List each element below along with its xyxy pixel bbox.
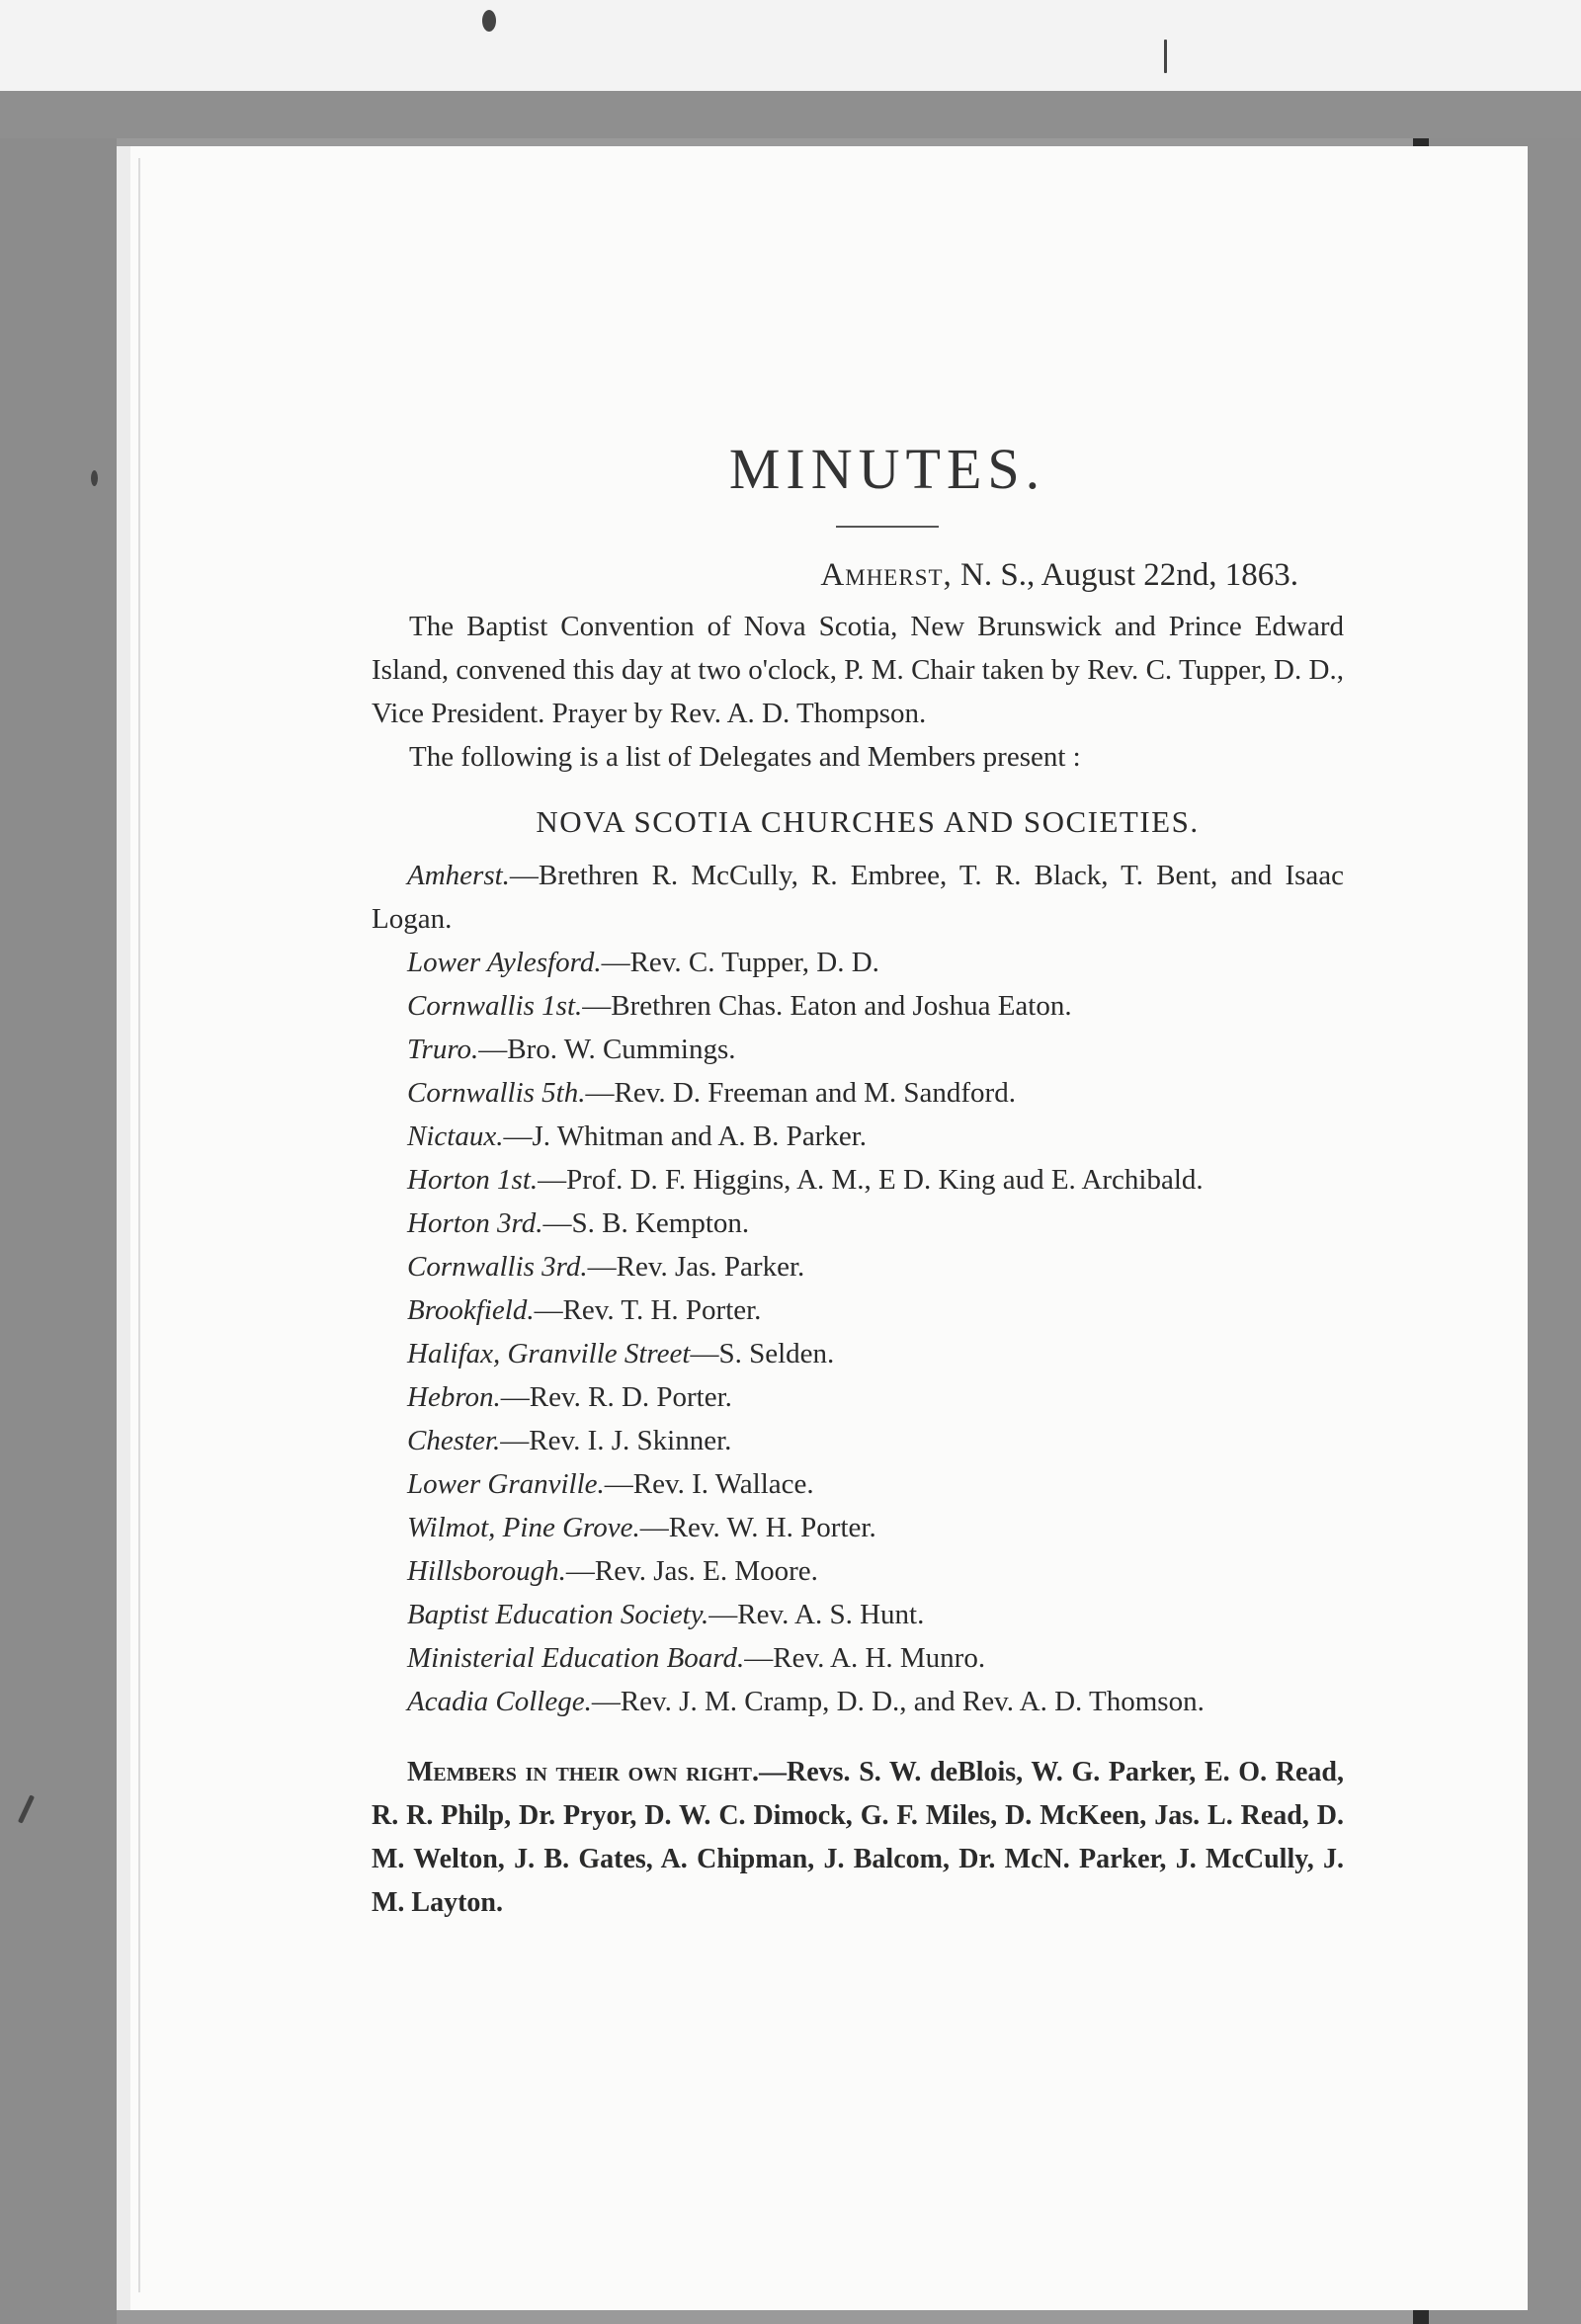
delegate-entry bbox=[372, 1680, 1344, 1723]
delegate-entry bbox=[372, 1028, 1344, 1071]
delegate-entry bbox=[372, 1332, 1344, 1375]
dateline-date: N. S., August 22nd, 1863. bbox=[960, 557, 1298, 593]
intro-paragraph: The Baptist Convention of Nova Scotia, New Brunswick and Prince Edward Island, convened this day at two o'clock, P. M. Chair taken by Rev. C. Tupper, D. D., Vice President. Prayer by Rev. A. D. Thompson. bbox=[372, 611, 1344, 729]
delegate-entry bbox=[372, 1636, 1344, 1680]
entry-names: —Rev. R. D. Porter. bbox=[500, 1381, 732, 1413]
scan-speck bbox=[1164, 40, 1167, 73]
section-heading: NOVA SCOTIA CHURCHES AND SOCIETIES. bbox=[536, 804, 1200, 839]
entry-names: —Brethren Chas. Eaton and Joshua Eaton. bbox=[582, 990, 1072, 1022]
entry-names: —Bro. W. Cummings. bbox=[478, 1034, 736, 1065]
scan-speck bbox=[482, 10, 496, 32]
delegate-entry bbox=[372, 1593, 1344, 1636]
page-fold-edge bbox=[138, 158, 140, 2292]
delegate-entry bbox=[372, 984, 1344, 1028]
entry-names: —Rev. W. H. Porter. bbox=[639, 1512, 876, 1543]
entry-names: —Rev. Jas. E. Moore. bbox=[565, 1555, 818, 1587]
dateline bbox=[372, 553, 1344, 597]
entry-place: Wilmot, Pine Grove. bbox=[407, 1512, 640, 1543]
delegate-entry bbox=[372, 1202, 1344, 1245]
delegate-entry bbox=[372, 1071, 1344, 1115]
delegate-entry bbox=[372, 941, 1344, 984]
entry-names: —S. Selden. bbox=[690, 1338, 835, 1370]
entry-place: Hebron. bbox=[407, 1381, 501, 1413]
delegate-entry bbox=[372, 1245, 1344, 1288]
delegate-entry bbox=[372, 1288, 1344, 1332]
delegate-entry bbox=[372, 1375, 1344, 1419]
entry-place: Brookfield. bbox=[407, 1294, 535, 1326]
entry-place: Cornwallis 5th. bbox=[407, 1077, 586, 1109]
entry-place: Amherst. bbox=[407, 860, 510, 891]
entry-place: Horton 1st. bbox=[407, 1164, 539, 1196]
members-lead: Members in their own right. bbox=[407, 1757, 759, 1787]
entry-names: —Brethren R. McCully, R. Embree, T. R. Black, T. Bent, and Isaac Logan. bbox=[372, 860, 1344, 935]
delegate-entry bbox=[372, 854, 1344, 941]
entry-place: Lower Granville. bbox=[407, 1468, 605, 1500]
delegate-entry bbox=[372, 1158, 1344, 1202]
entry-place: Cornwallis 1st. bbox=[407, 990, 583, 1022]
entry-names: —Rev. I. J. Skinner. bbox=[500, 1425, 732, 1456]
entry-names: —Rev. Jas. Parker. bbox=[587, 1251, 805, 1283]
dateline-place: Amherst, bbox=[820, 557, 953, 593]
entry-place: Chester. bbox=[407, 1425, 501, 1456]
title-divider bbox=[836, 526, 939, 528]
delegate-entry bbox=[372, 1419, 1344, 1462]
entry-names: —Rev. T. H. Porter. bbox=[534, 1294, 762, 1326]
delegate-entry bbox=[372, 1506, 1344, 1549]
entry-place: Nictaux. bbox=[407, 1120, 504, 1152]
members-paragraph bbox=[372, 1751, 1344, 1925]
entry-place: Truro. bbox=[407, 1034, 479, 1065]
entry-place: Hillsborough. bbox=[407, 1555, 566, 1587]
delegate-list bbox=[372, 854, 1344, 1723]
scanner-left-margin bbox=[0, 138, 117, 2324]
page-content bbox=[372, 435, 1344, 1925]
scanner-top-band bbox=[0, 0, 1581, 138]
scan-speck bbox=[91, 470, 98, 486]
delegate-entry bbox=[372, 1462, 1344, 1506]
entry-names: —Rev. D. Freeman and M. Sandford. bbox=[585, 1077, 1016, 1109]
entry-place: Halifax, Granville Street bbox=[407, 1338, 691, 1370]
delegate-entry bbox=[372, 1115, 1344, 1158]
entry-names: —Rev. J. M. Cramp, D. D., and Rev. A. D. Thomson. bbox=[591, 1686, 1205, 1717]
entry-names: —Rev. C. Tupper, D. D. bbox=[601, 947, 879, 978]
entry-names: —S. B. Kempton. bbox=[542, 1207, 750, 1239]
list-intro: The following is a list of Delegates and Members present : bbox=[409, 741, 1081, 773]
entry-place: Baptist Education Society. bbox=[407, 1599, 709, 1630]
members-names: —Revs. S. W. deBlois, W. G. Parker, E. O. Read, R. R. Philp, Dr. Pryor, D. W. C. Dimock, G. F. Miles, D. McKeen, Jas. L. Read, D. M. Welton, J. B. Gates, A. Chipman, J. Balcom, Dr. McN. Parker, J. McCully, J. M. Layton. bbox=[372, 1757, 1344, 1918]
delegate-entry bbox=[372, 1549, 1344, 1593]
entry-place: Lower Aylesford. bbox=[407, 947, 602, 978]
entry-names: —Rev. A. H. Munro. bbox=[744, 1642, 986, 1674]
entry-place: Acadia College. bbox=[407, 1686, 592, 1717]
entry-names: —J. Whitman and A. B. Parker. bbox=[503, 1120, 868, 1152]
entry-place: Horton 3rd. bbox=[407, 1207, 543, 1239]
entry-place: Ministerial Education Board. bbox=[407, 1642, 745, 1674]
entry-place: Cornwallis 3rd. bbox=[407, 1251, 588, 1283]
entry-names: —Rev. I. Wallace. bbox=[604, 1468, 814, 1500]
entry-names: —Prof. D. F. Higgins, A. M., E D. King aud E. Archibald. bbox=[538, 1164, 1204, 1196]
page-title: MINUTES. bbox=[728, 437, 1046, 501]
entry-names: —Rev. A. S. Hunt. bbox=[708, 1599, 925, 1630]
